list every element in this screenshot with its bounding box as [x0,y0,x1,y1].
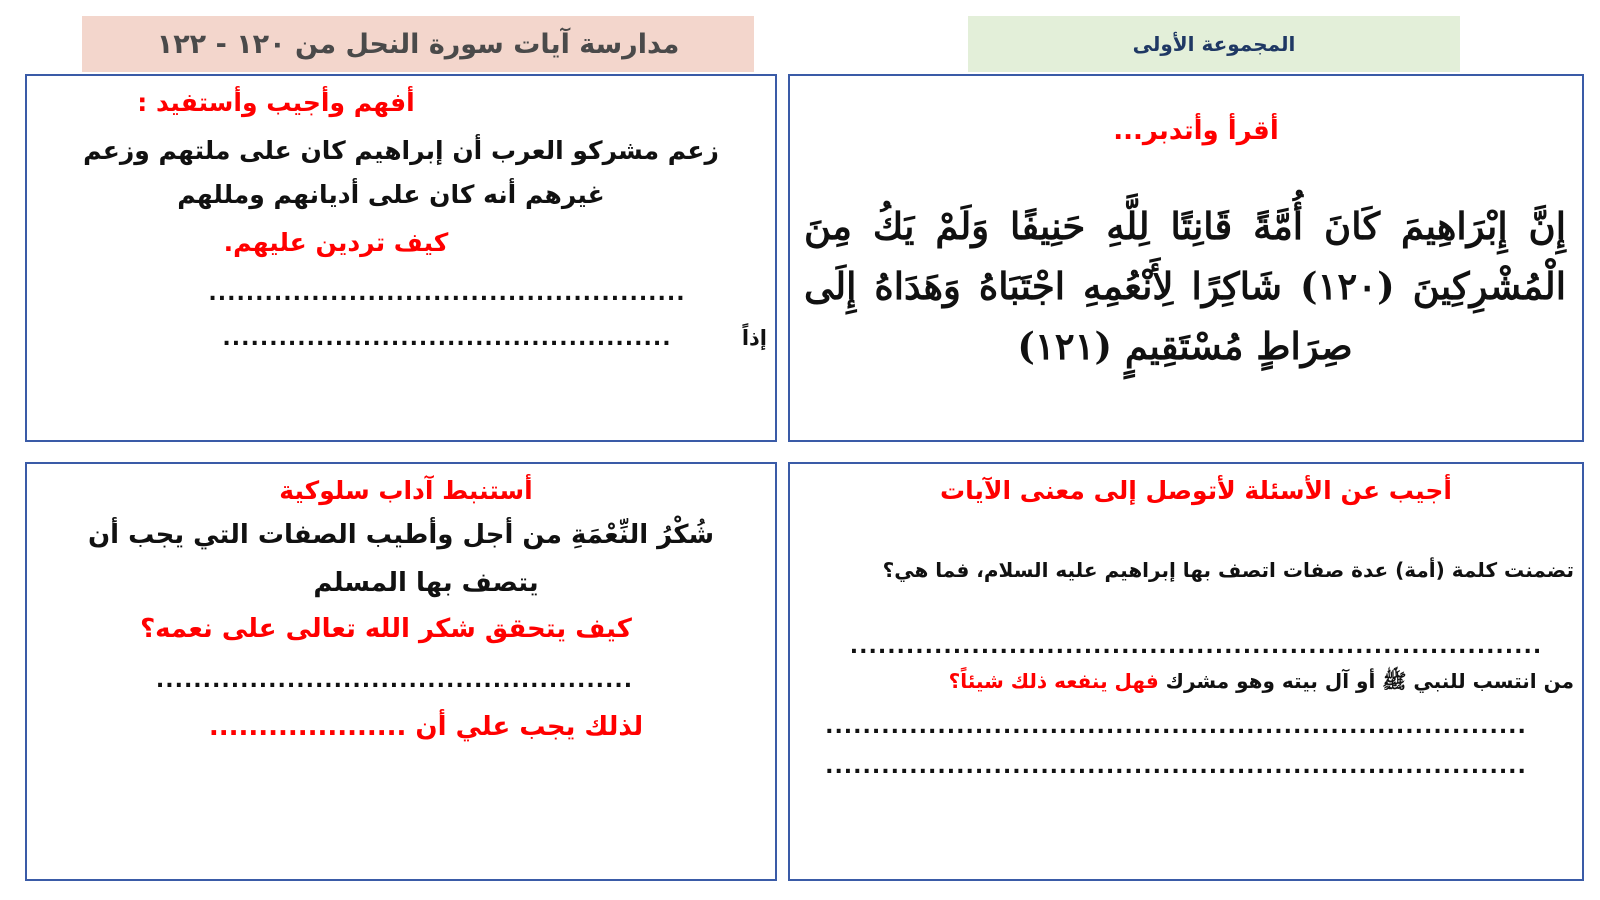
read-heading: أقرأ وأتدبر... [1113,116,1279,146]
questions-box [788,462,1584,881]
group-title: المجموعة الأولى [1132,32,1296,56]
conduct-answer-line[interactable]: ................................................... [155,668,634,693]
conduct-conclusion: لذلك يجب علي أن .................... [208,712,644,742]
conduct-box [25,462,777,881]
lesson-title-banner [82,16,754,72]
question-2-text: من انتسب للنبي ﷺ أو آل بيته وهو مشرك [1165,669,1574,693]
understand-box [25,74,777,442]
conclusion-answer-line[interactable]: ................................................ [222,326,672,351]
question-1-answer-line[interactable]: .......................................................................... [849,634,1543,659]
conduct-line-1: شُكْرُ النِّعْمَةِ من أجل وأطيب الصفات التي يجب أن [87,520,715,550]
question-2-prompt: فهل ينفعه ذلك شيئاً؟ [948,669,1159,693]
conduct-heading: أستنبط آداب سلوكية [279,476,533,505]
question-1: تضمنت كلمة (أمة) عدة صفات اتصف بها إبراهيم عليه السلام، فما هي؟ [882,558,1574,582]
understand-question: كيف تردين عليهم. [223,228,449,257]
understand-line-1: زعم مشركو العرب أن إبراهيم كان على ملتهم وزعم [83,136,719,165]
understand-answer-line[interactable]: ................................................... [208,281,686,306]
understand-line-2: غيرهم أنه كان على أديانهم ومللهم [177,180,605,209]
question-2-answer-line-2[interactable]: ........................................................................... [825,754,1527,779]
question-2 [794,669,1574,698]
questions-heading: أجيب عن الأسئلة لأتوصل إلى معنى الآيات [940,476,1452,505]
conduct-question: كيف يتحقق شكر الله تعالى على نعمه؟ [140,614,632,644]
conclusion-label: إذاً [741,326,767,350]
read-reflect-box [788,74,1584,442]
quran-verse: إِنَّ إِبْرَاهِيمَ كَانَ أُمَّةً قَانِتًا لِلَّهِ حَنِيفًا وَلَمْ يَكُ مِنَ الْمُشْرِكِينَ (١٢٠) شَاكِرًا لِأَنْعُمِهِ اجْتَبَاهُ وَهَدَاهُ إِلَى صِرَاطٍ مُسْتَقِيمٍ (١٢١) [804,204,1566,368]
lesson-title: مدارسة آيات سورة النحل من ١٢٠ - ١٢٢ [156,28,680,60]
conduct-line-2: يتصف بها المسلم [313,568,539,598]
understand-heading: أفهم وأجيب وأستفيد : [137,88,415,117]
group-title-banner [968,16,1460,72]
question-2-answer-line-1[interactable]: ........................................................................... [825,714,1527,739]
